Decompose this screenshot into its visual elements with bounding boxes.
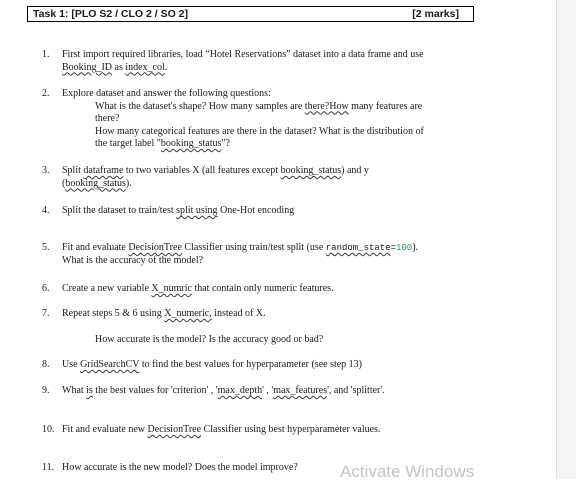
spell-flagged-word: index_col (125, 61, 165, 73)
item-text: What is the best values for 'criterion' , 'max_depth' , 'max_features', and 'splitter'. (62, 385, 385, 396)
spell-flagged-word: max_features (273, 385, 328, 396)
spell-flagged-word: dataframe (83, 165, 124, 176)
item-text: Create a new variable X_numric that contain only numeric features. (62, 283, 334, 294)
item-number: 9. (42, 385, 50, 396)
item-text: Split the dataset to train/test split using One-Hot encoding (62, 205, 295, 216)
spell-flagged-word: booking_status (65, 177, 126, 189)
spell-flagged-word: is (86, 385, 93, 396)
item-number: 3. (42, 165, 50, 176)
spell-flagged-word: there?How (304, 100, 349, 112)
question-1: What is the dataset's shape? How many samples are there?How many features are there? (95, 100, 423, 124)
item-number: 7. (42, 308, 50, 319)
spell-flagged-word: split using (176, 205, 218, 216)
spell-flagged-word: booking_status (280, 165, 342, 176)
task-header (27, 6, 474, 22)
document-gutter (556, 0, 576, 479)
spell-flagged-word: GridSearchCV (80, 359, 140, 370)
item-number: 4. (42, 205, 50, 216)
task-title: Task 1: [PLO S2 / CLO 2 / SO 2] (33, 8, 189, 20)
item-number: 10. (42, 424, 55, 435)
item-number: 2. (42, 88, 50, 99)
spell-flagged-word: max_depth (217, 385, 263, 396)
spell-flagged-word: DecisionTree (147, 424, 202, 435)
spell-flagged-word: Booking_ID (62, 61, 112, 73)
item-text: Split dataframe to two variables X (all features except booking_status) and y (booking_status). (62, 165, 369, 189)
item-text: Repeat steps 5 & 6 using X_numeric, instead of X. How accurate is the model? Is the accuracy good or bad? (62, 308, 482, 346)
question-accuracy: How accurate is the model? Is the accuracy good or bad? (95, 333, 324, 345)
code-random-state: random_state (325, 243, 391, 253)
item-number: 1. (42, 49, 50, 60)
item-text: Fit and evaluate new DecisionTree Classifier using best hyperparameter values. (62, 424, 381, 435)
code-number: 100 (395, 243, 413, 253)
item-number: 5. (42, 242, 50, 253)
spell-flagged-word: X_numric (151, 283, 192, 294)
item-number: 8. (42, 359, 50, 370)
item-number: 11. (42, 462, 55, 473)
activate-windows-watermark: Activate Windows (340, 462, 475, 481)
spell-flagged-word: X_numeric, (164, 308, 212, 319)
spell-flagged-word: booking_status (160, 138, 222, 149)
item-text: Fit and evaluate DecisionTree Classifier using train/test split (use random_state=100). What is the accuracy of the model? (62, 242, 419, 266)
item-text: Explore dataset and answer the following questions: What is the dataset's shape? How many samples are there?How many features are there? How many categorical features are there in the dataset? What is the distribution of the target label "booking_status"? (62, 88, 482, 151)
task-marks: [2 marks] (412, 8, 459, 20)
spell-flagged-word: DecisionTree (128, 242, 182, 253)
question-2: How many categorical features are there in the dataset? What is the distribution of the target label "booking_status"? (95, 125, 424, 149)
item-text: Use GridSearchCV to find the best values for hyperparameter (see step 13) (62, 359, 363, 370)
item-text: How accurate is the new model? Does the model improve? (62, 462, 298, 473)
item-text: First import required libraries, load “Hotel Reservations” dataset into a data frame and use Booking_ID as index_col. (62, 49, 424, 73)
item-number: 6. (42, 283, 50, 294)
